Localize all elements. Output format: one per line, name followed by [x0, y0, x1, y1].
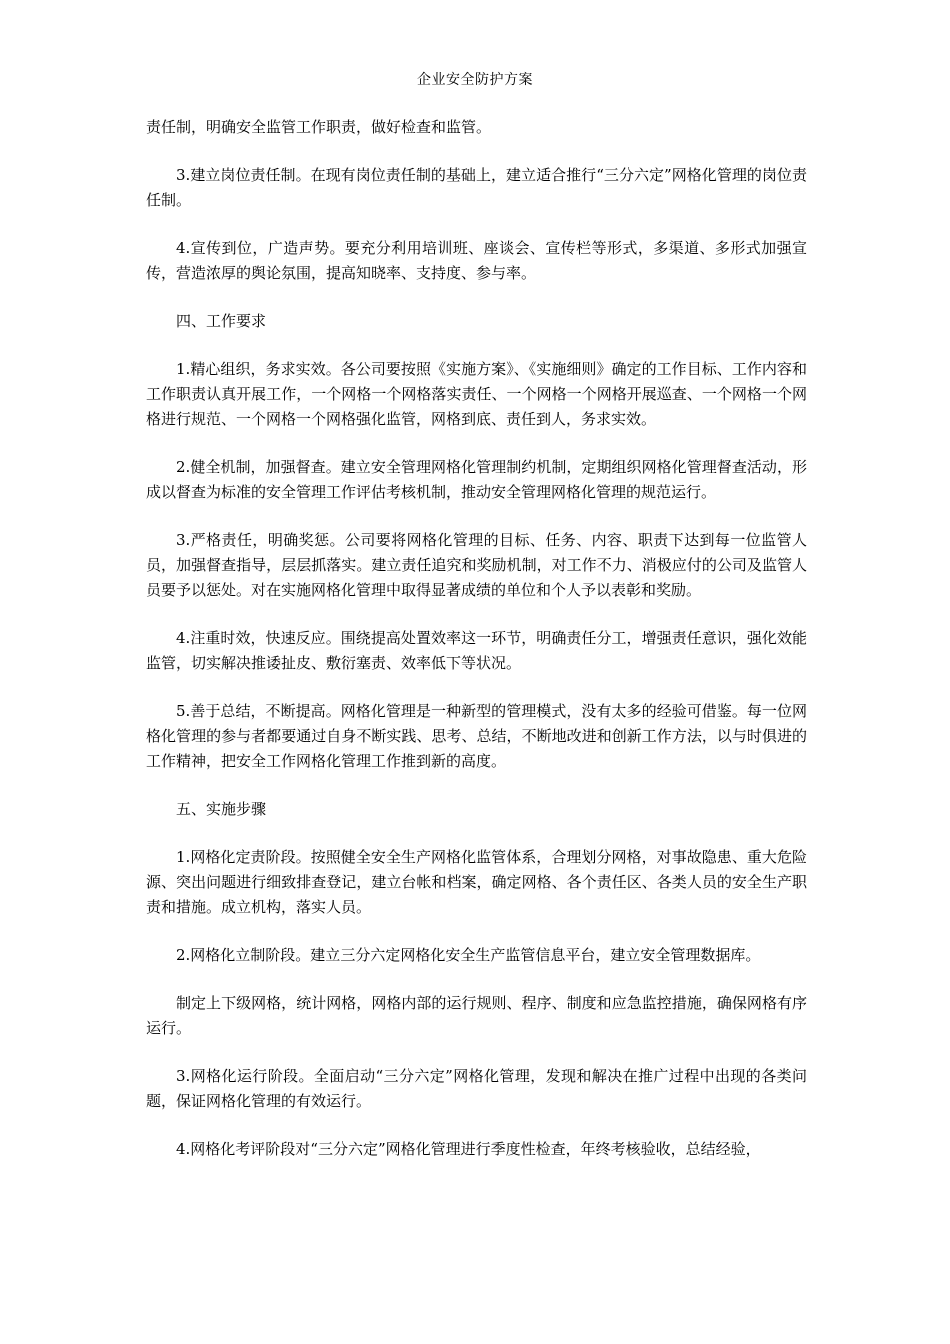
page-header-title: 企业安全防护方案: [417, 72, 533, 88]
paragraph: 4.注重时效，快速反应。围绕提高处置效率这一环节，明确责任分工，增强责任意识，强化效能监管，切实解决推诿扯皮、敷衍塞责、效率低下等状况。: [146, 629, 807, 672]
paragraph: 责任制，明确安全监管工作职责，做好检查和监管。: [146, 118, 492, 136]
paragraph: 3.建立岗位责任制。在现有岗位责任制的基础上，建立适合推行“三分六定”网格化管理的岗位责任制。: [146, 166, 807, 209]
paragraph: 5.善于总结，不断提高。网格化管理是一种新型的管理模式，没有太多的经验可借鉴。每一位网格化管理的参与者都要通过自身不断实践、思考、总结，不断地改进和创新工作方法，以与时俱进的工作精神，把安全工作网格化管理工作推到新的高度。: [146, 702, 807, 770]
paragraph: 3.严格责任，明确奖惩。公司要将网格化管理的目标、任务、内容、职责下达到每一位监管人员，加强督查指导，层层抓落实。建立责任追究和奖励机制，对工作不力、消极应付的公司及监管人员要予以惩处。对在实施网格化管理中取得显著成绩的单位和个人予以表彰和奖励。: [146, 531, 807, 599]
section-heading: 四、工作要求: [176, 312, 267, 330]
paragraph: 4.网格化考评阶段对“三分六定”网格化管理进行季度性检查，年终考核验收，总结经验，: [176, 1140, 761, 1158]
paragraph: 2.网格化立制阶段。建立三分六定网格化安全生产监管信息平台，建立安全管理数据库。: [176, 946, 761, 964]
paragraph: 2.健全机制，加强督查。建立安全管理网格化管理制约机制，定期组织网格化管理督查活动，形成以督查为标准的安全管理工作评估考核机制，推动安全管理网格化管理的规范运行。: [146, 458, 807, 501]
section-heading: 五、实施步骤: [176, 800, 267, 818]
paragraph: 3.网格化运行阶段。全面启动“三分六定”网格化管理，发现和解决在推广过程中出现的各类问题，保证网格化管理的有效运行。: [146, 1067, 807, 1110]
paragraph: 1.精心组织，务求实效。各公司要按照《实施方案》、《实施细则》确定的工作目标、工作内容和工作职责认真开展工作，一个网格一个网格落实责任、一个网格一个网格开展巡查、一个网格一个网格进行规范、一个网格一个网格强化监管，网格到底、责任到人，务求实效。: [146, 360, 807, 428]
paragraph: 制定上下级网格，统计网格，网格内部的运行规则、程序、制度和应急监控措施，确保网格有序运行。: [146, 994, 807, 1037]
paragraph: 1.网格化定责阶段。按照健全安全生产网格化监管体系，合理划分网格，对事故隐患、重大危险源、突出问题进行细致排查登记，建立台帐和档案，确定网格、各个责任区、各类人员的安全生产职责和措施。成立机构，落实人员。: [146, 848, 807, 916]
document-body: [146, 115, 807, 1185]
paragraph: 4.宣传到位，广造声势。要充分利用培训班、座谈会、宣传栏等形式，多渠道、多形式加强宣传，营造浓厚的舆论氛围，提高知晓率、支持度、参与率。: [146, 239, 807, 282]
